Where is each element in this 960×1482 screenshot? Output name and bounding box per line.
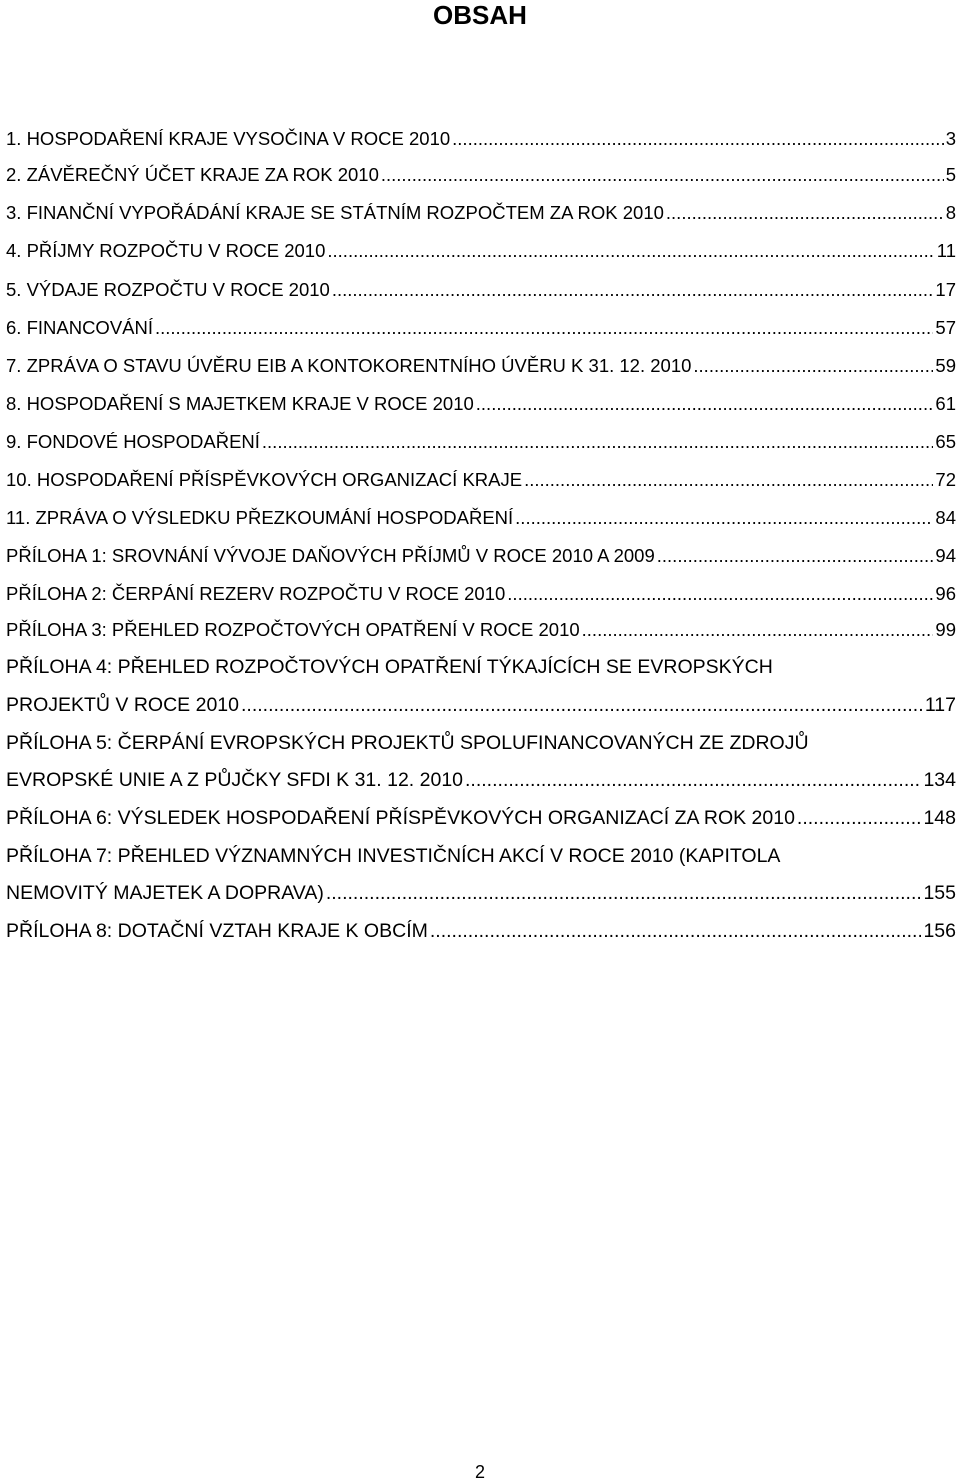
toc-leader-dots	[241, 692, 923, 718]
toc-entry-title: PŘÍLOHA 8: DOTAČNÍ VZTAH KRAJE K OBCÍM	[6, 920, 428, 942]
toc-entry[interactable]	[6, 617, 956, 643]
toc-entry-page: 84	[935, 507, 956, 528]
toc-leader-dots	[693, 353, 933, 379]
toc-entry-first-line[interactable]	[6, 730, 956, 756]
toc-leader-dots	[582, 617, 934, 643]
toc-entry-page: 17	[935, 279, 956, 300]
toc-entry[interactable]	[6, 767, 956, 793]
toc-entry-title: PŘÍLOHA 3: PŘEHLED ROZPOČTOVÝCH OPATŘENÍ V ROCE 2010	[6, 619, 580, 640]
toc-entry-title: PŘÍLOHA 1: SROVNÁNÍ VÝVOJE DAŇOVÝCH PŘÍJMŮ V ROCE 2010 A 2009	[6, 545, 655, 566]
toc-entry[interactable]	[6, 429, 956, 455]
toc-entry[interactable]	[6, 200, 956, 226]
toc-entry-page: 59	[935, 355, 956, 376]
toc-entry-first-line[interactable]	[6, 843, 956, 869]
toc-entry-page: 96	[935, 583, 956, 604]
toc-entry-page: 57	[935, 317, 956, 338]
toc-leader-dots	[430, 918, 922, 944]
toc-entry-title: PŘÍLOHA 7: PŘEHLED VÝZNAMNÝCH INVESTIČNÍCH AKCÍ V ROCE 2010 (KAPITOLA	[6, 845, 781, 867]
toc-entry[interactable]	[6, 162, 956, 188]
toc-leader-dots	[155, 315, 933, 341]
toc-leader-dots	[452, 126, 944, 152]
toc-entry-page: 94	[935, 545, 956, 566]
toc-leader-dots	[476, 391, 934, 417]
toc-leader-dots	[515, 505, 933, 531]
toc-entry-page: 11	[936, 240, 956, 261]
toc-entry-title: 8. HOSPODAŘENÍ S MAJETKEM KRAJE V ROCE 2010	[6, 393, 474, 414]
toc-leader-dots	[666, 200, 944, 226]
toc-leader-dots	[262, 429, 934, 455]
toc-entry[interactable]	[6, 315, 956, 341]
toc-entry[interactable]	[6, 353, 956, 379]
toc-entry-title: 2. ZÁVĚREČNÝ ÚČET KRAJE ZA ROK 2010	[6, 164, 379, 185]
toc-leader-dots	[465, 767, 921, 793]
toc-leader-dots	[327, 238, 934, 264]
toc-entry[interactable]	[6, 805, 956, 831]
toc-entry[interactable]	[6, 581, 956, 607]
toc-entry-title: PŘÍLOHA 2: ČERPÁNÍ REZERV ROZPOČTU V ROCE 2010	[6, 583, 506, 604]
toc-entry-title: 9. FONDOVÉ HOSPODAŘENÍ	[6, 431, 260, 452]
toc-entry-title: PŘÍLOHA 5: ČERPÁNÍ EVROPSKÝCH PROJEKTŮ SPOLUFINANCOVANÝCH ZE ZDROJŮ	[6, 732, 809, 754]
toc-leader-dots	[797, 805, 922, 831]
toc-entry[interactable]	[6, 543, 956, 569]
toc-leader-dots	[507, 581, 933, 607]
toc-entry-title: 3. FINANČNÍ VYPOŘÁDÁNÍ KRAJE SE STÁTNÍM ROZPOČTEM ZA ROK 2010	[6, 202, 664, 223]
toc-entry-title: 10. HOSPODAŘENÍ PŘÍSPĚVKOVÝCH ORGANIZACÍ KRAJE	[6, 469, 523, 490]
toc-entry-title: 7. ZPRÁVA O STAVU ÚVĚRU EIB A KONTOKORENTNÍHO ÚVĚRU K 31. 12. 2010	[6, 355, 692, 376]
page-number: 2	[474, 1462, 485, 1482]
toc-entry-title: PŘÍLOHA 4: PŘEHLED ROZPOČTOVÝCH OPATŘENÍ TÝKAJÍCÍCH SE EVROPSKÝCH	[6, 656, 773, 678]
toc-entry-page: 155	[923, 882, 956, 904]
page-title: OBSAH	[433, 0, 527, 30]
toc-entry-first-line[interactable]	[6, 654, 956, 680]
toc-entry-page: 134	[923, 769, 956, 791]
toc-entry-page: 148	[923, 807, 956, 829]
toc-entry[interactable]	[6, 277, 956, 303]
toc-entry[interactable]	[6, 505, 956, 531]
toc-entry[interactable]	[6, 238, 956, 264]
toc-leader-dots	[332, 277, 934, 303]
toc-leader-dots	[381, 162, 944, 188]
toc-entry-title: 5. VÝDAJE ROZPOČTU V ROCE 2010	[6, 279, 330, 300]
toc-entry-title-continued: EVROPSKÉ UNIE A Z PŮJČKY SFDI K 31. 12. 2010	[6, 769, 464, 791]
toc-entry-page: 8	[945, 202, 956, 223]
toc-entry-page: 3	[945, 128, 956, 149]
toc-entry-title: 1. HOSPODAŘENÍ KRAJE VYSOČINA V ROCE 2010	[6, 128, 451, 149]
toc-leader-dots	[657, 543, 934, 569]
toc-leader-dots	[524, 467, 933, 493]
toc-entry-page: 117	[924, 694, 956, 716]
toc-entry[interactable]	[6, 880, 956, 906]
toc-entry[interactable]	[6, 918, 956, 944]
toc-entry-title: PŘÍLOHA 6: VÝSLEDEK HOSPODAŘENÍ PŘÍSPĚVKOVÝCH ORGANIZACÍ ZA ROK 2010	[6, 807, 795, 829]
toc-entry-title-continued: NEMOVITÝ MAJETEK A DOPRAVA)	[6, 882, 324, 904]
toc-entry-page: 61	[935, 393, 956, 414]
toc-entry[interactable]	[6, 467, 956, 493]
toc-entry-title: 6. FINANCOVÁNÍ	[6, 317, 153, 338]
toc-entry[interactable]	[6, 126, 956, 152]
toc-entry-title-continued: PROJEKTŮ V ROCE 2010	[6, 694, 239, 716]
toc-entry-page: 156	[923, 920, 956, 942]
toc-leader-dots	[326, 880, 922, 906]
toc-entry-page: 72	[935, 469, 956, 490]
toc-entry-title: 4. PŘÍJMY ROZPOČTU V ROCE 2010	[6, 240, 326, 261]
toc-entry-page: 5	[945, 164, 956, 185]
toc-entry[interactable]	[6, 391, 956, 417]
toc-entry-page: 99	[935, 619, 956, 640]
toc-entry-page: 65	[935, 431, 956, 452]
toc-entry-title: 11. ZPRÁVA O VÝSLEDKU PŘEZKOUMÁNÍ HOSPODAŘENÍ	[6, 507, 514, 528]
toc-entry[interactable]	[6, 692, 956, 718]
